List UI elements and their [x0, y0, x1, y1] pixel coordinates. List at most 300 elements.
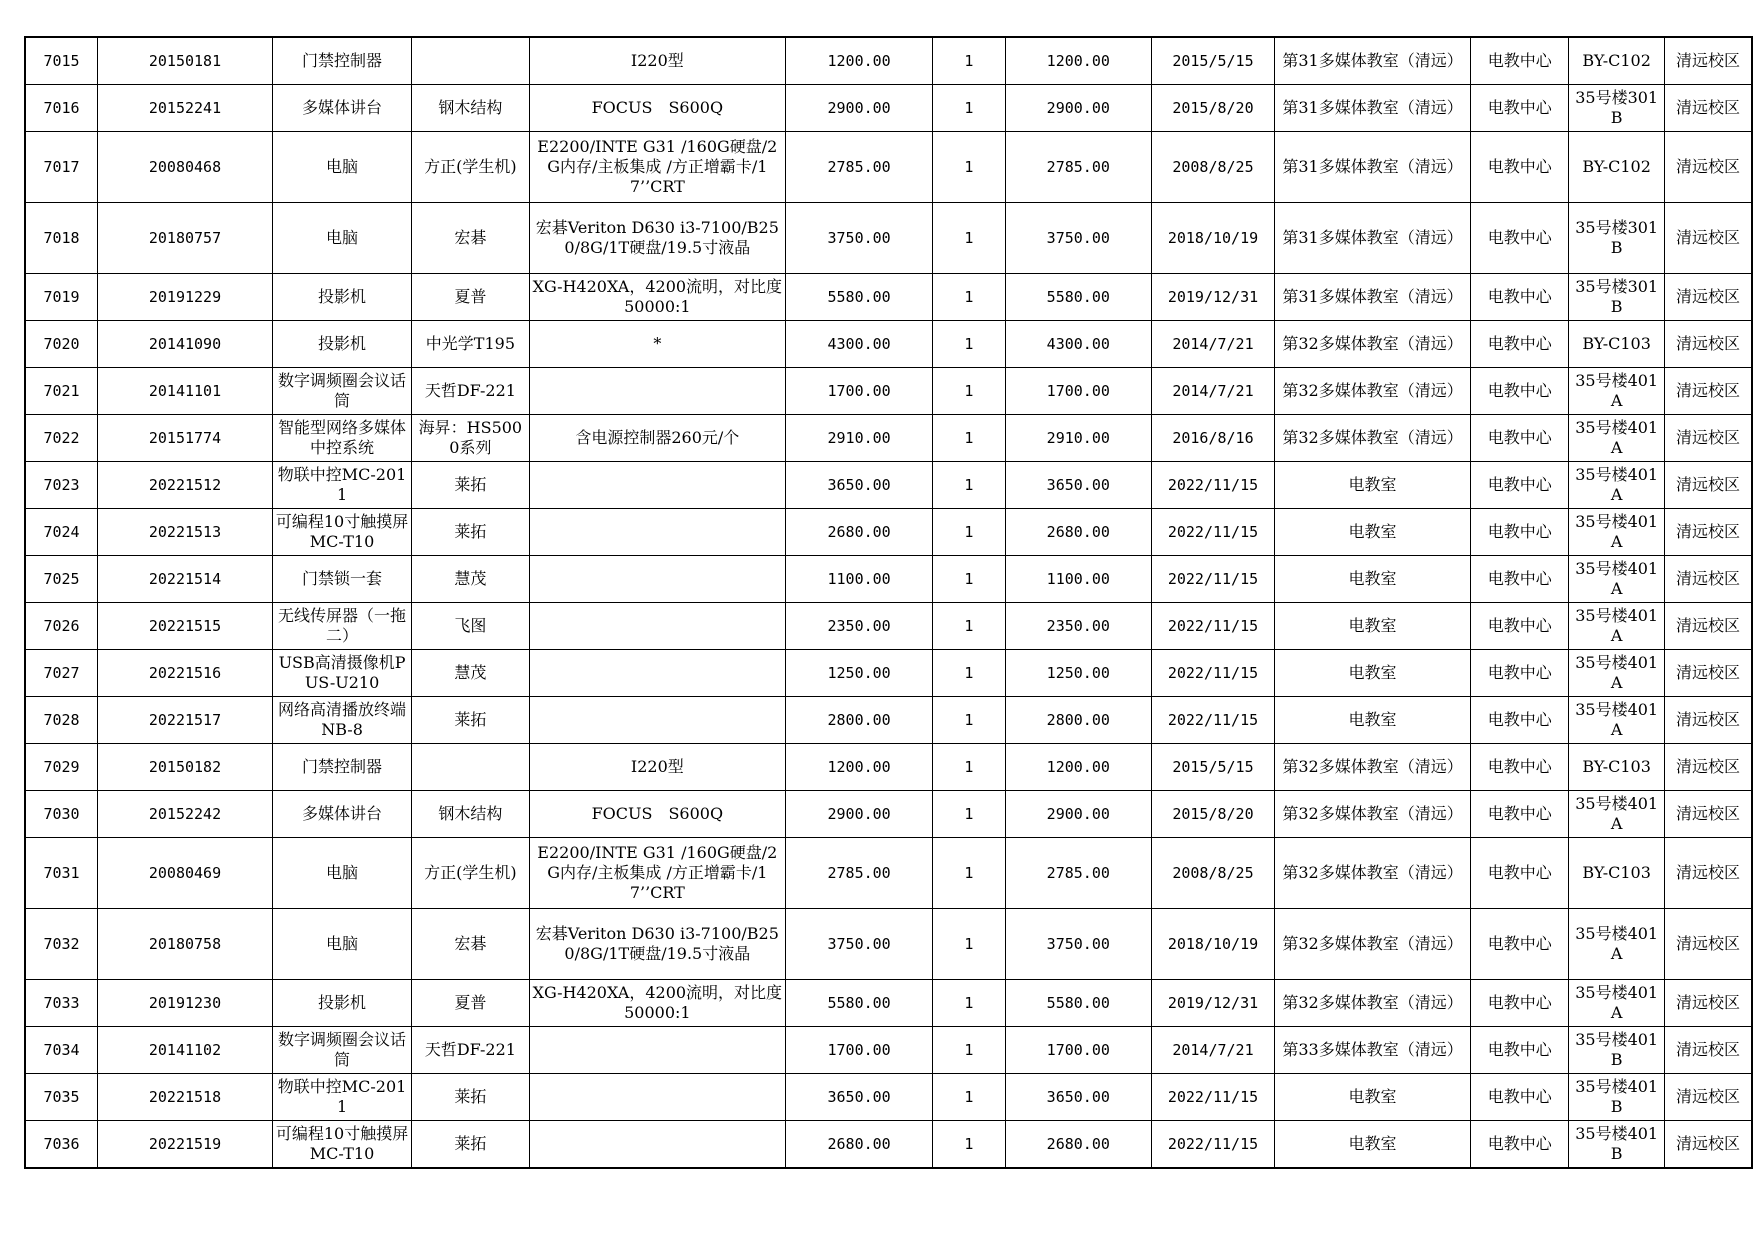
- cell-purchase-date: 2019/12/31: [1151, 980, 1274, 1027]
- cell-location: 第32多媒体教室（清远）: [1275, 321, 1471, 368]
- cell-total-price: 2785.00: [1005, 132, 1151, 203]
- cell-asset-code: 20080469: [98, 838, 273, 909]
- cell-department: 电教中心: [1470, 603, 1568, 650]
- cell-department: 电教中心: [1470, 85, 1568, 132]
- cell-campus: 清远校区: [1664, 85, 1752, 132]
- cell-total-price: 2900.00: [1005, 791, 1151, 838]
- cell-asset-code: 20150182: [98, 744, 273, 791]
- table-row: [25, 697, 1752, 744]
- cell-model-spec: FOCUS S600Q: [529, 85, 785, 132]
- cell-campus: 清远校区: [1664, 1074, 1752, 1121]
- cell-model-spec: [529, 509, 785, 556]
- cell-unit-price: 5580.00: [786, 980, 933, 1027]
- cell-unit-price: 1200.00: [786, 744, 933, 791]
- cell-model-spec: E2200/INTE G31 /160G硬盘/2G内存/主板集成 /方正增霸卡/17’’CRT: [529, 132, 785, 203]
- table-row: [25, 650, 1752, 697]
- cell-brand: 莱拓: [412, 697, 529, 744]
- cell-row-index: 7016: [25, 85, 98, 132]
- cell-quantity: 1: [933, 274, 1006, 321]
- cell-asset-code: 20221516: [98, 650, 273, 697]
- cell-brand: 慧茂: [412, 650, 529, 697]
- cell-location: 电教室: [1275, 556, 1471, 603]
- table-row: [25, 274, 1752, 321]
- cell-total-price: 2785.00: [1005, 838, 1151, 909]
- cell-room: 35号楼401B: [1569, 1074, 1664, 1121]
- cell-total-price: 1700.00: [1005, 368, 1151, 415]
- cell-asset-name: 网络高清播放终端NB-8: [272, 697, 411, 744]
- table-row: [25, 1027, 1752, 1074]
- cell-location: 第31多媒体教室（清远）: [1275, 85, 1471, 132]
- cell-model-spec: [529, 462, 785, 509]
- cell-department: 电教中心: [1470, 838, 1568, 909]
- cell-quantity: 1: [933, 203, 1006, 274]
- cell-model-spec: [529, 1121, 785, 1169]
- cell-location: 电教室: [1275, 509, 1471, 556]
- cell-brand: 宏碁: [412, 909, 529, 980]
- cell-quantity: 1: [933, 1074, 1006, 1121]
- cell-department: 电教中心: [1470, 650, 1568, 697]
- cell-room: 35号楼401A: [1569, 650, 1664, 697]
- cell-model-spec: [529, 368, 785, 415]
- cell-model-spec: FOCUS S600Q: [529, 791, 785, 838]
- cell-asset-code: 20180758: [98, 909, 273, 980]
- cell-total-price: 5580.00: [1005, 274, 1151, 321]
- cell-total-price: 2910.00: [1005, 415, 1151, 462]
- cell-row-index: 7035: [25, 1074, 98, 1121]
- cell-unit-price: 1200.00: [786, 37, 933, 85]
- cell-location: 电教室: [1275, 462, 1471, 509]
- cell-model-spec: [529, 1027, 785, 1074]
- cell-unit-price: 3750.00: [786, 203, 933, 274]
- cell-total-price: 1200.00: [1005, 37, 1151, 85]
- table-row: [25, 203, 1752, 274]
- cell-campus: 清远校区: [1664, 603, 1752, 650]
- cell-total-price: 3650.00: [1005, 462, 1151, 509]
- cell-unit-price: 1100.00: [786, 556, 933, 603]
- cell-asset-name: 多媒体讲台: [272, 85, 411, 132]
- cell-quantity: 1: [933, 744, 1006, 791]
- cell-purchase-date: 2015/8/20: [1151, 85, 1274, 132]
- cell-room: 35号楼301B: [1569, 203, 1664, 274]
- cell-unit-price: 2680.00: [786, 509, 933, 556]
- cell-asset-name: 投影机: [272, 274, 411, 321]
- cell-total-price: 2900.00: [1005, 85, 1151, 132]
- cell-purchase-date: 2022/11/15: [1151, 1121, 1274, 1169]
- cell-row-index: 7019: [25, 274, 98, 321]
- cell-brand: 方正(学生机): [412, 132, 529, 203]
- cell-row-index: 7024: [25, 509, 98, 556]
- cell-location: 第32多媒体教室（清远）: [1275, 368, 1471, 415]
- cell-asset-code: 20221513: [98, 509, 273, 556]
- cell-quantity: 1: [933, 37, 1006, 85]
- cell-asset-code: 20152242: [98, 791, 273, 838]
- cell-room: 35号楼401A: [1569, 415, 1664, 462]
- asset-table-body: [25, 37, 1752, 1168]
- cell-department: 电教中心: [1470, 132, 1568, 203]
- cell-row-index: 7022: [25, 415, 98, 462]
- table-row: [25, 85, 1752, 132]
- cell-brand: 钢木结构: [412, 85, 529, 132]
- cell-asset-name: 无线传屏器（一拖二）: [272, 603, 411, 650]
- cell-brand: 莱拓: [412, 1121, 529, 1169]
- cell-location: 第31多媒体教室（清远）: [1275, 203, 1471, 274]
- cell-asset-code: 20152241: [98, 85, 273, 132]
- cell-total-price: 3650.00: [1005, 1074, 1151, 1121]
- cell-asset-code: 20221517: [98, 697, 273, 744]
- cell-total-price: 2680.00: [1005, 509, 1151, 556]
- cell-campus: 清远校区: [1664, 415, 1752, 462]
- cell-campus: 清远校区: [1664, 203, 1752, 274]
- cell-asset-code: 20221519: [98, 1121, 273, 1169]
- cell-campus: 清远校区: [1664, 980, 1752, 1027]
- cell-location: 第32多媒体教室（清远）: [1275, 791, 1471, 838]
- cell-brand: 夏普: [412, 980, 529, 1027]
- cell-campus: 清远校区: [1664, 838, 1752, 909]
- cell-campus: 清远校区: [1664, 509, 1752, 556]
- table-row: [25, 556, 1752, 603]
- cell-unit-price: 2350.00: [786, 603, 933, 650]
- cell-asset-name: 可编程10寸触摸屏MC-T10: [272, 1121, 411, 1169]
- cell-brand: 天哲DF-221: [412, 1027, 529, 1074]
- cell-brand: 中光学T195: [412, 321, 529, 368]
- cell-purchase-date: 2015/5/15: [1151, 744, 1274, 791]
- asset-table: [24, 36, 1753, 1169]
- cell-department: 电教中心: [1470, 203, 1568, 274]
- cell-campus: 清远校区: [1664, 1027, 1752, 1074]
- table-row: [25, 509, 1752, 556]
- cell-asset-name: 多媒体讲台: [272, 791, 411, 838]
- cell-row-index: 7028: [25, 697, 98, 744]
- cell-model-spec: XG-H420XA，4200流明，对比度50000:1: [529, 274, 785, 321]
- cell-brand: 莱拓: [412, 1074, 529, 1121]
- cell-purchase-date: 2016/8/16: [1151, 415, 1274, 462]
- cell-campus: 清远校区: [1664, 321, 1752, 368]
- cell-purchase-date: 2008/8/25: [1151, 132, 1274, 203]
- cell-total-price: 2350.00: [1005, 603, 1151, 650]
- table-row: [25, 1074, 1752, 1121]
- cell-asset-code: 20191229: [98, 274, 273, 321]
- cell-location: 电教室: [1275, 1074, 1471, 1121]
- cell-location: 第32多媒体教室（清远）: [1275, 838, 1471, 909]
- cell-room: BY-C103: [1569, 321, 1664, 368]
- table-row: [25, 603, 1752, 650]
- cell-unit-price: 3750.00: [786, 909, 933, 980]
- cell-brand: 方正(学生机): [412, 838, 529, 909]
- table-row: [25, 791, 1752, 838]
- cell-row-index: 7023: [25, 462, 98, 509]
- cell-total-price: 3750.00: [1005, 203, 1151, 274]
- cell-purchase-date: 2015/5/15: [1151, 37, 1274, 85]
- cell-total-price: 1100.00: [1005, 556, 1151, 603]
- cell-row-index: 7027: [25, 650, 98, 697]
- cell-room: BY-C102: [1569, 132, 1664, 203]
- table-row: [25, 368, 1752, 415]
- cell-purchase-date: 2018/10/19: [1151, 203, 1274, 274]
- cell-unit-price: 1700.00: [786, 1027, 933, 1074]
- cell-quantity: 1: [933, 980, 1006, 1027]
- cell-quantity: 1: [933, 603, 1006, 650]
- cell-campus: 清远校区: [1664, 132, 1752, 203]
- cell-row-index: 7025: [25, 556, 98, 603]
- cell-total-price: 3750.00: [1005, 909, 1151, 980]
- cell-total-price: 5580.00: [1005, 980, 1151, 1027]
- cell-purchase-date: 2018/10/19: [1151, 909, 1274, 980]
- cell-purchase-date: 2014/7/21: [1151, 321, 1274, 368]
- cell-quantity: 1: [933, 1027, 1006, 1074]
- cell-room: 35号楼401A: [1569, 509, 1664, 556]
- cell-brand: 海昇：HS5000系列: [412, 415, 529, 462]
- cell-unit-price: 5580.00: [786, 274, 933, 321]
- cell-unit-price: 2900.00: [786, 791, 933, 838]
- cell-asset-name: 电脑: [272, 909, 411, 980]
- table-row: [25, 132, 1752, 203]
- cell-asset-name: 门禁控制器: [272, 744, 411, 791]
- cell-unit-price: 2800.00: [786, 697, 933, 744]
- cell-purchase-date: 2014/7/21: [1151, 1027, 1274, 1074]
- cell-asset-name: USB高清摄像机PUS-U210: [272, 650, 411, 697]
- cell-asset-name: 可编程10寸触摸屏MC-T10: [272, 509, 411, 556]
- cell-model-spec: [529, 697, 785, 744]
- cell-total-price: 2680.00: [1005, 1121, 1151, 1169]
- table-row: [25, 1121, 1752, 1169]
- cell-department: 电教中心: [1470, 1121, 1568, 1169]
- cell-campus: 清远校区: [1664, 697, 1752, 744]
- cell-asset-code: 20221514: [98, 556, 273, 603]
- cell-model-spec: [529, 603, 785, 650]
- cell-department: 电教中心: [1470, 415, 1568, 462]
- table-row: [25, 415, 1752, 462]
- cell-campus: 清远校区: [1664, 274, 1752, 321]
- cell-purchase-date: 2022/11/15: [1151, 697, 1274, 744]
- cell-asset-code: 20141090: [98, 321, 273, 368]
- cell-location: 第33多媒体教室（清远）: [1275, 1027, 1471, 1074]
- table-row: [25, 838, 1752, 909]
- cell-quantity: 1: [933, 838, 1006, 909]
- cell-asset-code: 20151774: [98, 415, 273, 462]
- cell-asset-name: 电脑: [272, 838, 411, 909]
- table-row: [25, 980, 1752, 1027]
- cell-unit-price: 3650.00: [786, 1074, 933, 1121]
- table-row: [25, 321, 1752, 368]
- cell-department: 电教中心: [1470, 980, 1568, 1027]
- cell-row-index: 7030: [25, 791, 98, 838]
- cell-room: 35号楼401A: [1569, 697, 1664, 744]
- cell-model-spec: 含电源控制器260元/个: [529, 415, 785, 462]
- cell-asset-code: 20191230: [98, 980, 273, 1027]
- cell-campus: 清远校区: [1664, 37, 1752, 85]
- cell-quantity: 1: [933, 368, 1006, 415]
- cell-department: 电教中心: [1470, 909, 1568, 980]
- cell-purchase-date: 2022/11/15: [1151, 650, 1274, 697]
- cell-model-spec: I220型: [529, 744, 785, 791]
- cell-row-index: 7034: [25, 1027, 98, 1074]
- cell-row-index: 7020: [25, 321, 98, 368]
- cell-quantity: 1: [933, 697, 1006, 744]
- cell-total-price: 4300.00: [1005, 321, 1151, 368]
- cell-row-index: 7029: [25, 744, 98, 791]
- cell-unit-price: 2680.00: [786, 1121, 933, 1169]
- cell-row-index: 7036: [25, 1121, 98, 1169]
- cell-quantity: 1: [933, 650, 1006, 697]
- cell-asset-name: 投影机: [272, 980, 411, 1027]
- cell-location: 第32多媒体教室（清远）: [1275, 415, 1471, 462]
- cell-total-price: 1200.00: [1005, 744, 1151, 791]
- cell-location: 第31多媒体教室（清远）: [1275, 37, 1471, 85]
- cell-unit-price: 2910.00: [786, 415, 933, 462]
- cell-asset-code: 20080468: [98, 132, 273, 203]
- cell-campus: 清远校区: [1664, 791, 1752, 838]
- table-row: [25, 744, 1752, 791]
- cell-location: 第32多媒体教室（清远）: [1275, 909, 1471, 980]
- cell-brand: 慧茂: [412, 556, 529, 603]
- cell-asset-name: 数字调频圈会议话筒: [272, 368, 411, 415]
- cell-unit-price: 1250.00: [786, 650, 933, 697]
- cell-location: 第31多媒体教室（清远）: [1275, 274, 1471, 321]
- cell-department: 电教中心: [1470, 791, 1568, 838]
- cell-model-spec: XG-H420XA，4200流明，对比度50000:1: [529, 980, 785, 1027]
- cell-quantity: 1: [933, 85, 1006, 132]
- cell-quantity: 1: [933, 415, 1006, 462]
- cell-purchase-date: 2022/11/15: [1151, 509, 1274, 556]
- cell-unit-price: 1700.00: [786, 368, 933, 415]
- cell-row-index: 7021: [25, 368, 98, 415]
- table-row: [25, 909, 1752, 980]
- cell-brand: 天哲DF-221: [412, 368, 529, 415]
- cell-campus: 清远校区: [1664, 368, 1752, 415]
- cell-total-price: 1250.00: [1005, 650, 1151, 697]
- cell-model-spec: I220型: [529, 37, 785, 85]
- cell-asset-name: 电脑: [272, 203, 411, 274]
- cell-row-index: 7015: [25, 37, 98, 85]
- cell-room: 35号楼401B: [1569, 1027, 1664, 1074]
- cell-purchase-date: 2022/11/15: [1151, 556, 1274, 603]
- cell-row-index: 7031: [25, 838, 98, 909]
- table-row: [25, 37, 1752, 85]
- cell-asset-name: 门禁锁一套: [272, 556, 411, 603]
- cell-room: BY-C102: [1569, 37, 1664, 85]
- cell-room: 35号楼401A: [1569, 368, 1664, 415]
- cell-purchase-date: 2022/11/15: [1151, 462, 1274, 509]
- cell-purchase-date: 2015/8/20: [1151, 791, 1274, 838]
- cell-purchase-date: 2019/12/31: [1151, 274, 1274, 321]
- cell-model-spec: *: [529, 321, 785, 368]
- cell-department: 电教中心: [1470, 274, 1568, 321]
- cell-asset-name: 投影机: [272, 321, 411, 368]
- cell-location: 电教室: [1275, 650, 1471, 697]
- cell-room: 35号楼301B: [1569, 274, 1664, 321]
- cell-asset-code: 20141102: [98, 1027, 273, 1074]
- cell-model-spec: 宏碁Veriton D630 i3-7100/B250/8G/1T硬盘/19.5寸液晶: [529, 909, 785, 980]
- cell-asset-code: 20221512: [98, 462, 273, 509]
- cell-row-index: 7033: [25, 980, 98, 1027]
- cell-brand: [412, 744, 529, 791]
- cell-asset-name: 门禁控制器: [272, 37, 411, 85]
- cell-quantity: 1: [933, 509, 1006, 556]
- cell-room: 35号楼401A: [1569, 556, 1664, 603]
- cell-campus: 清远校区: [1664, 462, 1752, 509]
- cell-room: 35号楼401A: [1569, 980, 1664, 1027]
- cell-purchase-date: 2022/11/15: [1151, 1074, 1274, 1121]
- cell-asset-name: 物联中控MC-2011: [272, 1074, 411, 1121]
- cell-quantity: 1: [933, 1121, 1006, 1169]
- cell-room: 35号楼401A: [1569, 791, 1664, 838]
- cell-brand: 莱拓: [412, 509, 529, 556]
- cell-room: BY-C103: [1569, 838, 1664, 909]
- cell-purchase-date: 2008/8/25: [1151, 838, 1274, 909]
- cell-location: 电教室: [1275, 603, 1471, 650]
- cell-total-price: 1700.00: [1005, 1027, 1151, 1074]
- cell-quantity: 1: [933, 909, 1006, 980]
- cell-room: 35号楼401A: [1569, 909, 1664, 980]
- cell-quantity: 1: [933, 132, 1006, 203]
- cell-quantity: 1: [933, 556, 1006, 603]
- cell-brand: 宏碁: [412, 203, 529, 274]
- cell-campus: 清远校区: [1664, 556, 1752, 603]
- cell-department: 电教中心: [1470, 556, 1568, 603]
- cell-department: 电教中心: [1470, 697, 1568, 744]
- cell-brand: 夏普: [412, 274, 529, 321]
- cell-quantity: 1: [933, 462, 1006, 509]
- cell-department: 电教中心: [1470, 509, 1568, 556]
- cell-campus: 清远校区: [1664, 909, 1752, 980]
- cell-model-spec: [529, 650, 785, 697]
- cell-location: 电教室: [1275, 697, 1471, 744]
- cell-purchase-date: 2022/11/15: [1151, 603, 1274, 650]
- cell-room: 35号楼401A: [1569, 462, 1664, 509]
- cell-row-index: 7026: [25, 603, 98, 650]
- cell-brand: [412, 37, 529, 85]
- cell-room: 35号楼401B: [1569, 1121, 1664, 1169]
- cell-brand: 飞图: [412, 603, 529, 650]
- cell-location: 第32多媒体教室（清远）: [1275, 980, 1471, 1027]
- cell-row-index: 7017: [25, 132, 98, 203]
- cell-asset-name: 智能型网络多媒体中控系统: [272, 415, 411, 462]
- cell-location: 第31多媒体教室（清远）: [1275, 132, 1471, 203]
- cell-row-index: 7018: [25, 203, 98, 274]
- cell-campus: 清远校区: [1664, 650, 1752, 697]
- cell-location: 电教室: [1275, 1121, 1471, 1169]
- cell-department: 电教中心: [1470, 744, 1568, 791]
- cell-location: 第32多媒体教室（清远）: [1275, 744, 1471, 791]
- table-row: [25, 462, 1752, 509]
- cell-unit-price: 2900.00: [786, 85, 933, 132]
- cell-row-index: 7032: [25, 909, 98, 980]
- cell-room: BY-C103: [1569, 744, 1664, 791]
- cell-asset-code: 20150181: [98, 37, 273, 85]
- cell-campus: 清远校区: [1664, 1121, 1752, 1169]
- cell-unit-price: 2785.00: [786, 838, 933, 909]
- cell-asset-code: 20180757: [98, 203, 273, 274]
- cell-department: 电教中心: [1470, 1074, 1568, 1121]
- cell-brand: 莱拓: [412, 462, 529, 509]
- cell-department: 电教中心: [1470, 368, 1568, 415]
- cell-model-spec: [529, 556, 785, 603]
- cell-department: 电教中心: [1470, 462, 1568, 509]
- cell-quantity: 1: [933, 791, 1006, 838]
- cell-model-spec: 宏碁Veriton D630 i3-7100/B250/8G/1T硬盘/19.5寸液晶: [529, 203, 785, 274]
- cell-asset-name: 物联中控MC-2011: [272, 462, 411, 509]
- cell-asset-name: 电脑: [272, 132, 411, 203]
- cell-asset-code: 20221518: [98, 1074, 273, 1121]
- cell-model-spec: E2200/INTE G31 /160G硬盘/2G内存/主板集成 /方正增霸卡/17’’CRT: [529, 838, 785, 909]
- cell-unit-price: 2785.00: [786, 132, 933, 203]
- cell-asset-name: 数字调频圈会议话筒: [272, 1027, 411, 1074]
- cell-total-price: 2800.00: [1005, 697, 1151, 744]
- cell-department: 电教中心: [1470, 321, 1568, 368]
- cell-unit-price: 4300.00: [786, 321, 933, 368]
- cell-purchase-date: 2014/7/21: [1151, 368, 1274, 415]
- cell-department: 电教中心: [1470, 1027, 1568, 1074]
